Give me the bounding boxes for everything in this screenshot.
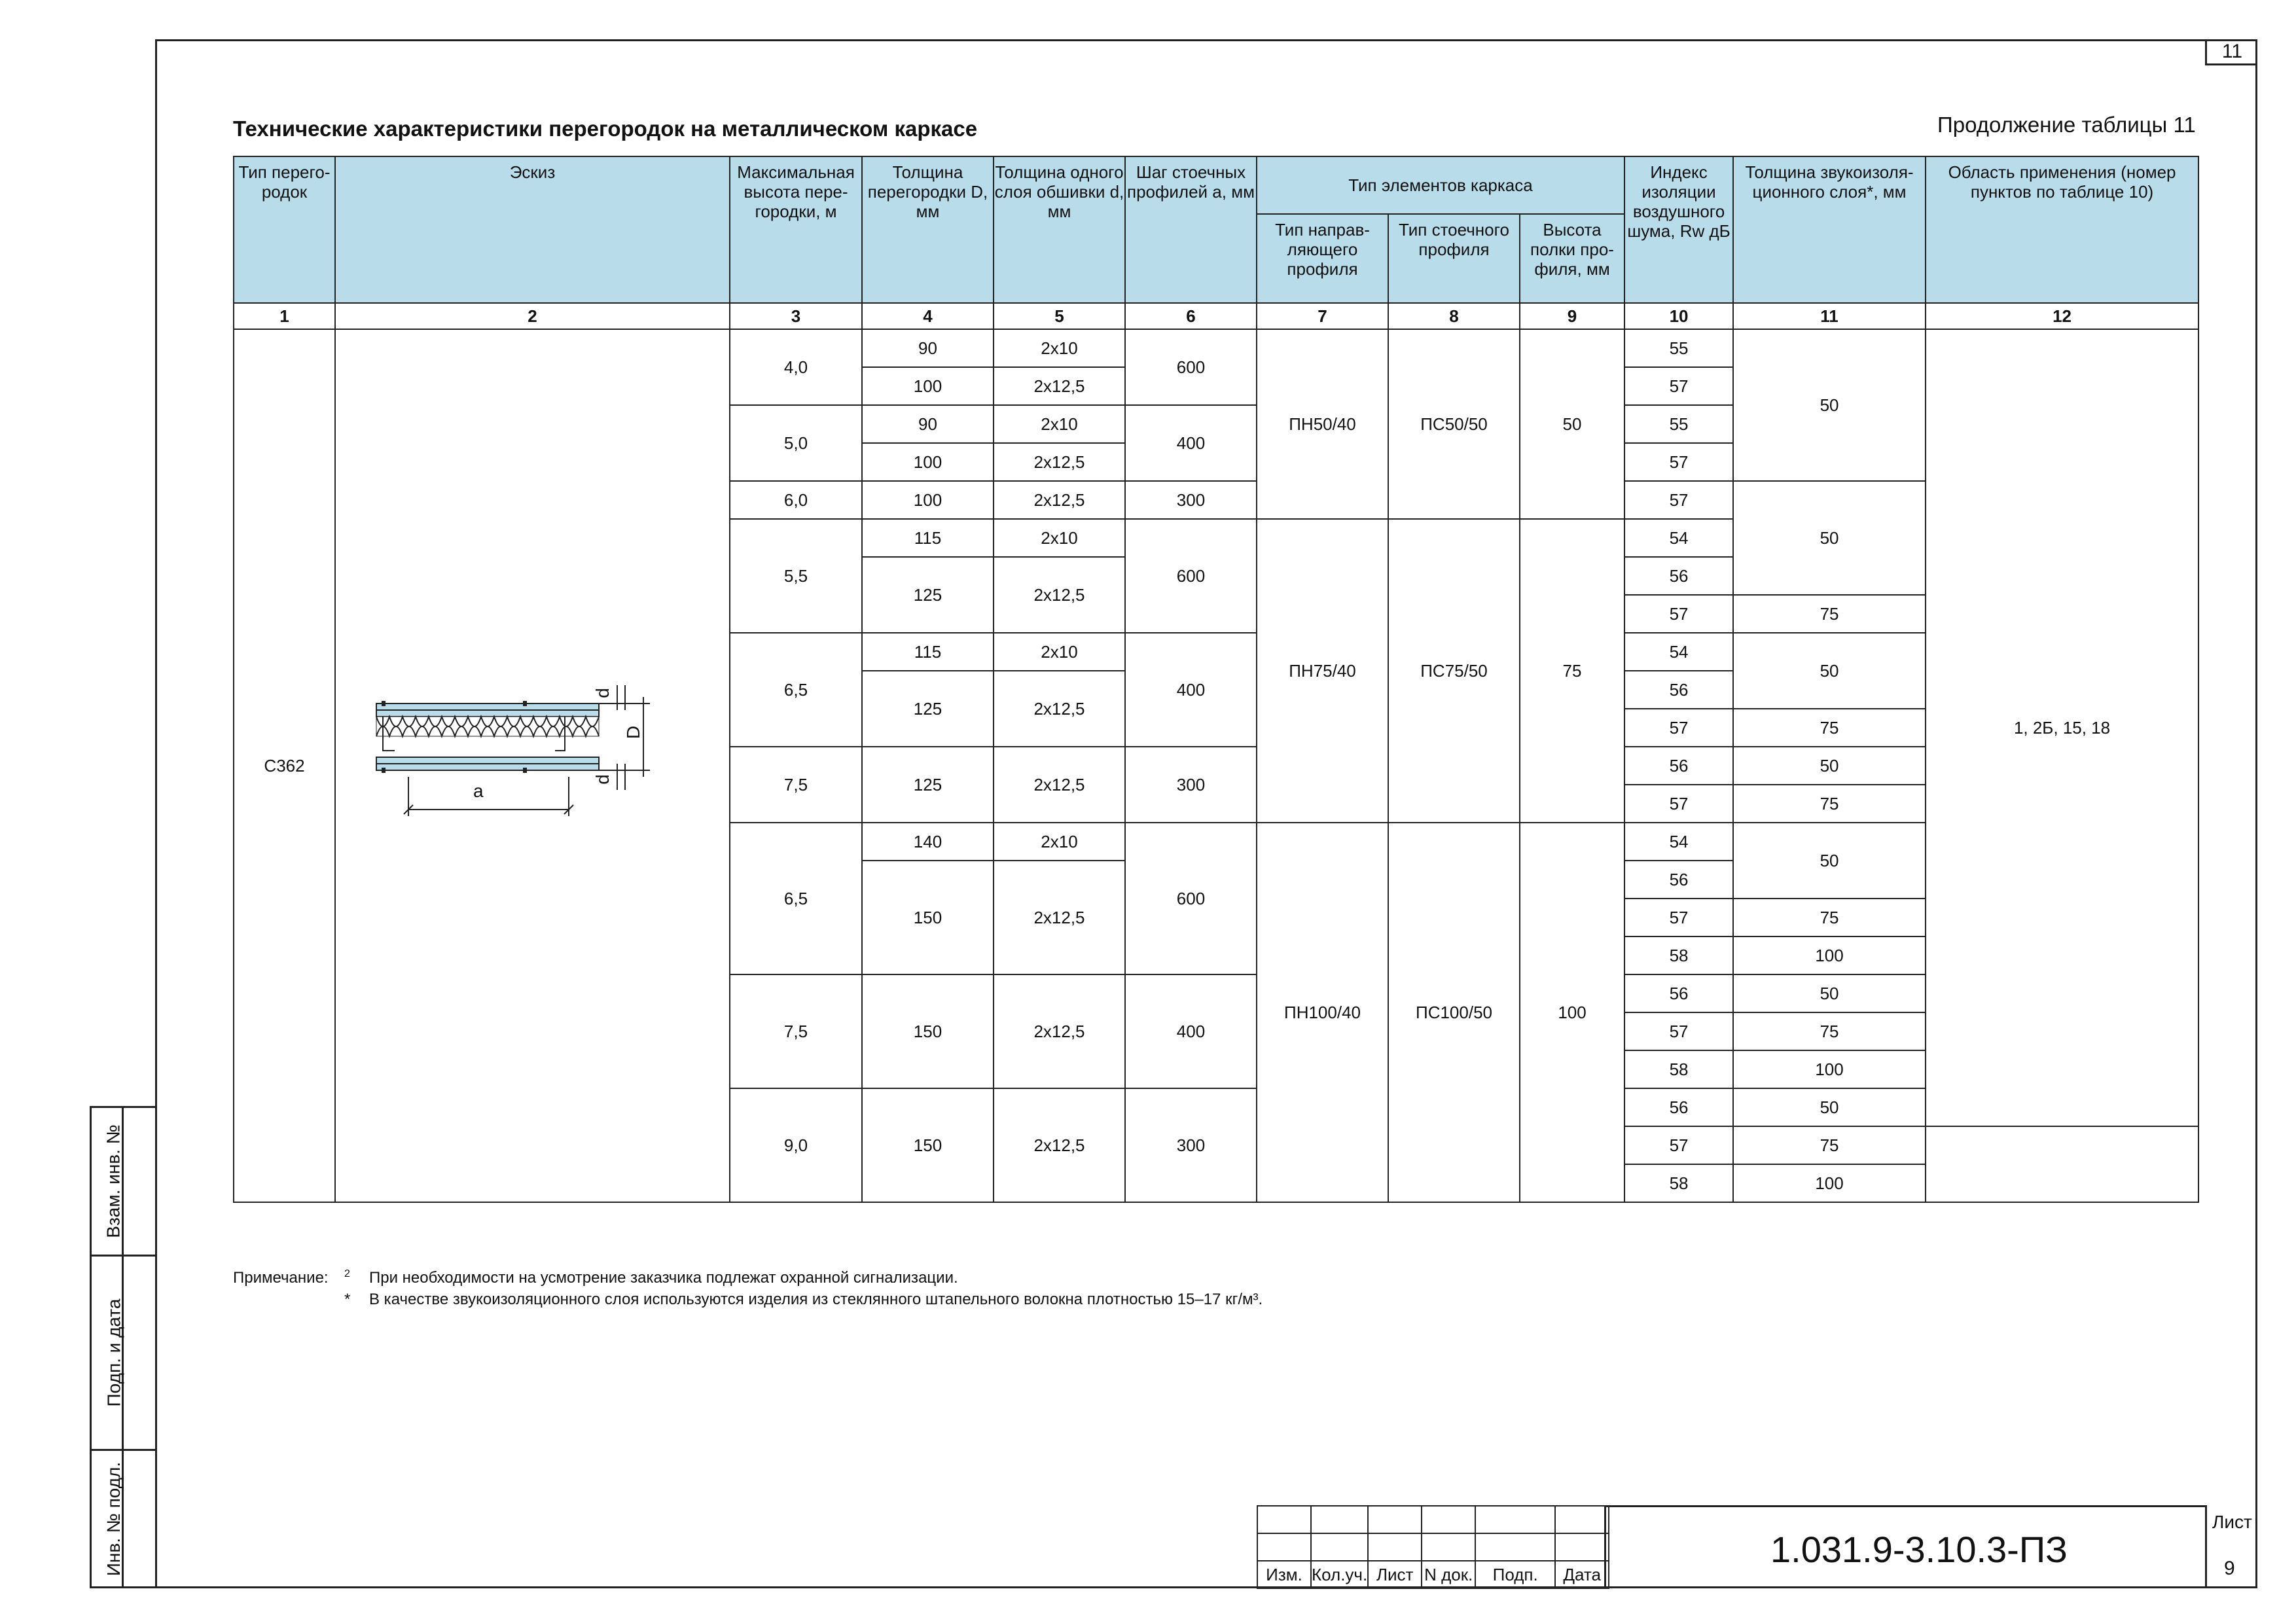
step-cell: 400 (1125, 633, 1257, 747)
insulation-cell: 50 (1733, 1088, 1926, 1126)
insulation-cell: 50 (1733, 481, 1926, 595)
flange-cell: 75 (1520, 519, 1624, 823)
thickness-cell: 100 (862, 367, 994, 405)
layer-cell: 2х12,5 (994, 671, 1125, 747)
header-application: Область применения (номер пунктов по таблице 10) (1926, 156, 2198, 303)
rw-cell: 57 (1624, 481, 1733, 519)
height-cell: 5,5 (730, 519, 862, 633)
layer-cell: 2х12,5 (994, 557, 1125, 633)
step-cell: 300 (1125, 747, 1257, 823)
step-cell: 300 (1125, 1088, 1257, 1202)
note-2: В качестве звукоизоляционного слоя используются изделия из стеклянного штапельного волокна плотностью 15–17 кг/м³. (369, 1291, 1263, 1308)
flange-cell: 100 (1520, 823, 1624, 1202)
insulation-cell: 100 (1733, 1164, 1926, 1202)
rw-cell: 58 (1624, 936, 1733, 974)
thickness-cell: 150 (862, 1088, 994, 1202)
thickness-cell: 90 (862, 405, 994, 443)
col-number: 4 (862, 303, 994, 329)
sketch-label-d-bottom: d (592, 774, 613, 785)
header-frame-group: Тип элементов каркаса (1257, 156, 1624, 214)
col-number: 2 (335, 303, 730, 329)
rw-cell: 58 (1624, 1050, 1733, 1088)
insulation-cell: 50 (1733, 747, 1926, 785)
rw-cell: 57 (1624, 899, 1733, 936)
stud-profile-cell: ПС100/50 (1388, 823, 1520, 1202)
flange-cell: 50 (1520, 329, 1624, 519)
stamp-podp (90, 1255, 155, 1451)
insulation-cell: 100 (1733, 1050, 1926, 1088)
stamp-vzam (90, 1106, 155, 1257)
thickness-cell: 125 (862, 747, 994, 823)
header-rw: Индекс изоляции воздушного шума, Rw дБ (1624, 156, 1733, 303)
height-cell: 6,5 (730, 823, 862, 974)
thickness-cell: 150 (862, 974, 994, 1088)
step-cell: 600 (1125, 329, 1257, 405)
table-continuation: Продолжение таблицы 11 (1937, 113, 2196, 137)
layer-cell: 2х12,5 (994, 443, 1125, 481)
layer-cell: 2х12,5 (994, 747, 1125, 823)
thickness-cell: 90 (862, 329, 994, 367)
insulation-cell: 50 (1733, 329, 1926, 481)
col-number: 11 (1733, 303, 1926, 329)
thickness-cell: 100 (862, 481, 994, 519)
rw-cell: 55 (1624, 405, 1733, 443)
note-1: При необходимости на усмотрение заказчика подлежат охранной сигнализации. (369, 1269, 958, 1287)
application-cell: 1, 2Б, 15, 18 (1926, 329, 2198, 1126)
insulation-cell: 75 (1733, 785, 1926, 823)
header-type: Тип перего-родок (234, 156, 335, 303)
insulation-cell: 75 (1733, 709, 1926, 747)
sketch-label-a: a (473, 781, 484, 801)
height-cell: 9,0 (730, 1088, 862, 1202)
tb-ndok: N док. (1422, 1561, 1475, 1588)
step-cell: 400 (1125, 405, 1257, 481)
title-block-grid (1257, 1505, 1609, 1589)
rw-cell: 54 (1624, 519, 1733, 557)
notes-label: Примечание: (233, 1269, 329, 1287)
stamp-inv (90, 1449, 155, 1588)
thickness-cell: 140 (862, 823, 994, 861)
sketch-cell (335, 329, 730, 1202)
tb-kol: Кол.уч. (1311, 1561, 1368, 1588)
rw-cell: 57 (1624, 443, 1733, 481)
sketch-label-d-top: d (592, 688, 613, 698)
col-number: 7 (1257, 303, 1388, 329)
page-number: 11 (2205, 39, 2257, 65)
stamp-inv-label: Инв. № подл. (103, 1461, 124, 1576)
notes (233, 1263, 1263, 1310)
header-thickness: Толщина перегородки D, мм (862, 156, 994, 303)
layer-cell: 2х12,5 (994, 367, 1125, 405)
layer-cell: 2х12,5 (994, 974, 1125, 1088)
height-cell: 7,5 (730, 747, 862, 823)
partition-type: С362 (234, 329, 335, 1202)
sketch-label-D: D (623, 725, 644, 740)
thickness-cell: 125 (862, 671, 994, 747)
insulation-cell: 75 (1733, 1126, 1926, 1164)
tb-podp: Подп. (1475, 1561, 1555, 1588)
header-step: Шаг стоечных профилей а, мм (1125, 156, 1257, 303)
col-number: 1 (234, 303, 335, 329)
rw-cell: 56 (1624, 557, 1733, 595)
layer-cell: 2х12,5 (994, 1088, 1125, 1202)
layer-cell: 2х10 (994, 823, 1125, 861)
guide-profile-cell: ПН50/40 (1257, 329, 1388, 519)
insulation-cell: 50 (1733, 633, 1926, 709)
partition-sketch (336, 332, 730, 1200)
col-number: 10 (1624, 303, 1733, 329)
layer-cell: 2х10 (994, 519, 1125, 557)
sheet-number: 9 (2224, 1558, 2235, 1579)
col-number: 5 (994, 303, 1125, 329)
header-insulation: Толщина звукоизоля-ционного слоя*, мм (1733, 156, 1926, 303)
header-sketch: Эскиз (335, 156, 730, 303)
height-cell: 6,0 (730, 481, 862, 519)
thickness-cell: 115 (862, 519, 994, 557)
step-cell: 400 (1125, 974, 1257, 1088)
header-layer: Толщина одного слоя обшивки d, мм (994, 156, 1125, 303)
header-height: Максимальная высота пере-городки, м (730, 156, 862, 303)
rw-cell: 56 (1624, 861, 1733, 899)
col-number: 12 (1926, 303, 2198, 329)
height-cell: 4,0 (730, 329, 862, 405)
rw-cell: 57 (1624, 1126, 1733, 1164)
stud-profile-cell: ПС75/50 (1388, 519, 1520, 823)
thickness-cell: 150 (862, 861, 994, 974)
application-empty-cell (1926, 1126, 2198, 1202)
rw-cell: 57 (1624, 1012, 1733, 1050)
height-cell: 7,5 (730, 974, 862, 1088)
rw-cell: 56 (1624, 1088, 1733, 1126)
insulation-cell: 75 (1733, 1012, 1926, 1050)
note-1-mark: 2 (344, 1268, 350, 1279)
height-cell: 6,5 (730, 633, 862, 747)
layer-cell: 2х12,5 (994, 481, 1125, 519)
col-number: 8 (1388, 303, 1520, 329)
layer-cell: 2х10 (994, 329, 1125, 367)
rw-cell: 57 (1624, 709, 1733, 747)
rw-cell: 57 (1624, 785, 1733, 823)
col-number: 3 (730, 303, 862, 329)
step-cell: 600 (1125, 823, 1257, 974)
height-cell: 5,0 (730, 405, 862, 481)
thickness-cell: 125 (862, 557, 994, 633)
tb-list: Лист (1368, 1561, 1422, 1588)
sheet-label: Лист (2212, 1512, 2252, 1532)
rw-cell: 56 (1624, 671, 1733, 709)
step-cell: 300 (1125, 481, 1257, 519)
partitions-table (233, 156, 2199, 1203)
thickness-cell: 115 (862, 633, 994, 671)
insulation-cell: 75 (1733, 595, 1926, 633)
header-guide-profile: Тип направ-ляющего профиля (1257, 214, 1388, 303)
layer-cell: 2х10 (994, 405, 1125, 443)
insulation-cell: 75 (1733, 899, 1926, 936)
col-number: 9 (1520, 303, 1624, 329)
col-number: 6 (1125, 303, 1257, 329)
thickness-cell: 100 (862, 443, 994, 481)
stamp-vzam-label: Взам. инв. № (103, 1124, 124, 1238)
rw-cell: 56 (1624, 974, 1733, 1012)
rw-cell: 54 (1624, 823, 1733, 861)
rw-cell: 56 (1624, 747, 1733, 785)
stamp-podp-label: Подп. и дата (103, 1298, 124, 1407)
header-flange: Высота полки про-филя, мм (1520, 214, 1624, 303)
rw-cell: 55 (1624, 329, 1733, 367)
note-2-mark: * (344, 1291, 351, 1308)
stud-profile-cell: ПС50/50 (1388, 329, 1520, 519)
rw-cell: 54 (1624, 633, 1733, 671)
guide-profile-cell: ПН100/40 (1257, 823, 1388, 1202)
insulation-cell: 100 (1733, 936, 1926, 974)
step-cell: 600 (1125, 519, 1257, 633)
header-stud-profile: Тип стоечного профиля (1388, 214, 1520, 303)
layer-cell: 2х12,5 (994, 861, 1125, 974)
rw-cell: 58 (1624, 1164, 1733, 1202)
rw-cell: 57 (1624, 367, 1733, 405)
tb-izm: Изм. (1257, 1561, 1311, 1588)
rw-cell: 57 (1624, 595, 1733, 633)
insulation-cell: 50 (1733, 974, 1926, 1012)
tb-data: Дата (1555, 1561, 1609, 1588)
layer-cell: 2х10 (994, 633, 1125, 671)
document-code: 1.031.9-3.10.3-ПЗ (1770, 1529, 2068, 1570)
page-title: Технические характеристики перегородок на металлическом каркасе (233, 116, 978, 141)
guide-profile-cell: ПН75/40 (1257, 519, 1388, 823)
insulation-cell: 50 (1733, 823, 1926, 899)
